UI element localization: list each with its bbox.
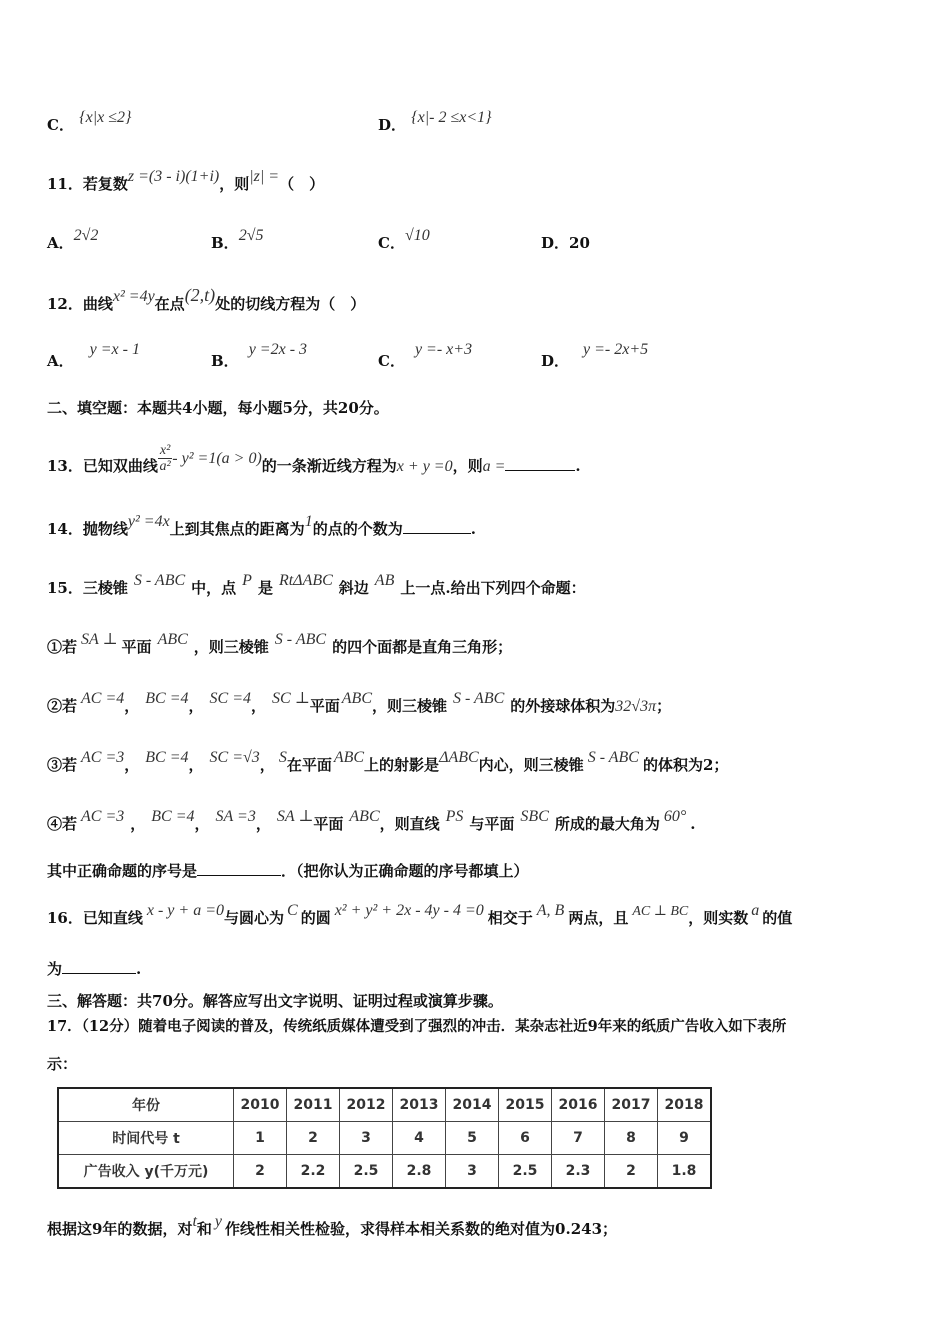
- question-text: ，则实数: [688, 909, 749, 927]
- table-cell: 8: [605, 1122, 658, 1155]
- math-expr: x² =4y: [112, 288, 155, 305]
- math-expr: x - y + a =0: [146, 902, 224, 919]
- table-cell: 2018: [658, 1088, 712, 1122]
- table-row: [58, 1155, 711, 1189]
- math-expr: SBC: [520, 808, 549, 825]
- option-label: D．20: [541, 234, 590, 252]
- question-text: 14．抛物线: [47, 520, 128, 538]
- math-expr: SA =3: [215, 808, 256, 825]
- option-label: A．: [47, 352, 74, 370]
- math-expr: x + y =0: [396, 457, 453, 475]
- question-13: [47, 443, 581, 483]
- q12-option-c: [378, 341, 473, 370]
- math-expr: S - ABC: [133, 572, 186, 589]
- question-17-line-1: 17．（12分）随着电子阅读的普及，传统纸质媒体遭受到了强烈的冲击．某杂志社近9年来的纸质广告收入如下表所: [47, 1018, 787, 1035]
- answer-blank[interactable]: [62, 972, 136, 974]
- statement-text: .: [690, 815, 696, 833]
- option-value: y =- x+3: [414, 341, 473, 358]
- option-value: √10: [404, 227, 430, 244]
- statement-text: ，: [188, 756, 204, 774]
- question-17-after-table: [47, 1213, 618, 1238]
- math-expr: y² =4x: [127, 513, 170, 530]
- table-cell: 3: [446, 1155, 499, 1189]
- q11-option-b: [211, 227, 264, 252]
- math-expr: A, B: [536, 902, 565, 919]
- section-3-heading: 三、解答题：共70分。解答应写出文字说明、证明过程或演算步骤。: [47, 992, 503, 1010]
- math-expr: (2,t): [184, 285, 216, 305]
- math-expr: BC =4: [151, 808, 195, 825]
- answer-paren: （ ）: [279, 175, 325, 193]
- statement-1: [47, 631, 513, 656]
- question-text: 11．若复数: [47, 175, 128, 193]
- statement-2: [47, 690, 672, 715]
- option-value: y =x - 1: [89, 341, 140, 358]
- question-text: 的点的个数为: [312, 520, 403, 538]
- q10-option-c: [47, 109, 132, 134]
- math-expr: ABC: [349, 808, 380, 825]
- statement-text: 平面: [313, 815, 344, 833]
- statement-text: ②若: [47, 697, 78, 715]
- table-row: [58, 1088, 711, 1122]
- math-expr: 60°: [663, 808, 687, 825]
- statement-text: 平面: [121, 638, 152, 656]
- statement-text: ，: [124, 756, 140, 774]
- option-label: C．: [47, 116, 74, 134]
- fraction-denominator: a²: [159, 459, 171, 475]
- math-expr: SA ⊥: [276, 808, 314, 825]
- row-header-revenue: 广告收入 y(千万元): [58, 1155, 234, 1189]
- math-expr: a =: [482, 457, 506, 475]
- question-text: .: [470, 520, 476, 538]
- math-expr: 1: [304, 513, 313, 530]
- table-cell: 2015: [499, 1088, 552, 1122]
- table-cell: 2017: [605, 1088, 658, 1122]
- math-expr: S - ABC: [587, 749, 639, 766]
- option-label: C．: [378, 234, 405, 252]
- math-expr: {x|x ≤2}: [79, 109, 132, 126]
- math-expr: S - ABC: [453, 690, 505, 707]
- table-cell: 1.8: [658, 1155, 712, 1189]
- question-text: 其中正确命题的序号是: [47, 862, 198, 880]
- row-header-time-code: 时间代号 t: [58, 1122, 234, 1155]
- option-value: y =- 2x+5: [583, 341, 649, 358]
- option-value: 2√2: [73, 227, 99, 244]
- option-value: y =2x - 3: [248, 341, 308, 358]
- math-expr: ABC: [333, 749, 365, 766]
- table-cell: 2: [605, 1155, 658, 1189]
- fraction-numerator: x²: [159, 443, 171, 458]
- math-expr: S - ABC: [274, 631, 327, 648]
- q15-conclusion: [47, 864, 529, 879]
- math-expr: AC ⊥ BC: [632, 904, 689, 919]
- question-text: 处的切线方程为（ ）: [215, 295, 366, 313]
- question-text: 和: [196, 1220, 212, 1238]
- answer-blank[interactable]: [197, 874, 281, 876]
- math-expr: |z| =: [249, 168, 280, 185]
- question-text: 的一条渐近线方程为: [261, 456, 397, 475]
- table-cell: 4: [393, 1122, 446, 1155]
- option-label: D．: [378, 116, 407, 134]
- table-cell: 2014: [446, 1088, 499, 1122]
- statement-text: ，则三棱锥: [193, 638, 269, 656]
- table-cell: 5: [446, 1122, 499, 1155]
- statement-3: [47, 749, 729, 774]
- math-expr: BC =4: [145, 690, 189, 707]
- statement-text: ；: [656, 697, 672, 715]
- question-17-line-2: 示：: [47, 1055, 78, 1073]
- q12-option-a: [47, 341, 140, 370]
- question-text: 在点: [154, 295, 185, 313]
- table-cell: 2012: [340, 1088, 393, 1122]
- question-text: .: [136, 960, 142, 978]
- question-15: [47, 572, 586, 597]
- table-cell: 6: [499, 1122, 552, 1155]
- question-text: 是: [257, 579, 273, 597]
- question-text: 的值: [762, 909, 793, 927]
- statement-text: ，: [124, 697, 140, 715]
- question-text: 作线性相关性检验，求得样本相关系数的绝对值为0.243；: [225, 1220, 618, 1238]
- q12-option-d: [541, 341, 649, 370]
- question-text: 为: [47, 960, 63, 978]
- table-cell: 3: [340, 1122, 393, 1155]
- statement-text: 平面: [309, 697, 340, 715]
- table-cell: 2: [234, 1155, 287, 1189]
- table-cell: 2010: [234, 1088, 287, 1122]
- math-expr: BC =4: [145, 749, 189, 766]
- table-row: [58, 1122, 711, 1155]
- q10-option-d: [378, 109, 492, 134]
- math-expr: x² + y² + 2x - 4y - 4 =0: [334, 902, 484, 919]
- statement-text: 上的射影是: [364, 756, 440, 774]
- table-cell: 1: [234, 1122, 287, 1155]
- question-text: 相交于: [487, 909, 533, 927]
- math-expr: SA ⊥: [81, 631, 118, 648]
- statement-text: 的四个面都是直角三角形；: [332, 638, 513, 656]
- math-expr: SC =4: [209, 690, 252, 707]
- math-expr: AB: [374, 572, 395, 589]
- question-text: 16．已知直线: [47, 909, 143, 927]
- option-label: B．: [211, 352, 239, 370]
- q11-option-a: [47, 227, 99, 252]
- statement-text: 的外接球体积为: [510, 697, 616, 715]
- math-expr: - y² =1(a > 0): [172, 449, 262, 467]
- statement-text: 的体积为2；: [642, 756, 729, 774]
- question-text: 上到其焦点的距离为: [169, 520, 305, 538]
- math-expr: ΔABC: [439, 749, 479, 766]
- question-text: ．（把你认为正确命题的序号都填上）: [281, 862, 529, 880]
- option-label: D．: [541, 352, 570, 370]
- statement-text: 内心，则三棱锥: [478, 756, 584, 774]
- statement-text: ，: [188, 697, 204, 715]
- math-expr: PS: [445, 808, 464, 825]
- question-16: [47, 902, 793, 927]
- statement-text: ，则三棱锥: [371, 697, 447, 715]
- statement-text: ，则直线: [379, 815, 440, 833]
- math-expr: z =(3 - i)(1+i): [127, 168, 220, 185]
- statement-text: 在平面: [286, 756, 332, 774]
- math-expr: P: [242, 572, 252, 589]
- table-cell: 2: [287, 1122, 340, 1155]
- ad-revenue-table: [57, 1087, 712, 1189]
- math-expr: ABC: [341, 690, 372, 707]
- question-text: 15．三棱锥: [47, 579, 128, 597]
- statement-text: ，: [194, 815, 210, 833]
- question-text: ，则: [219, 175, 250, 193]
- question-16-line-2: [47, 962, 141, 977]
- math-expr: t: [192, 1213, 197, 1230]
- math-expr: AC =3: [81, 808, 125, 825]
- option-value: 2√5: [238, 227, 264, 244]
- question-text: 的圆: [300, 909, 331, 927]
- table-cell: 2.3: [552, 1155, 605, 1189]
- statement-text: ①若: [47, 638, 78, 656]
- q11-option-c: [378, 227, 430, 252]
- math-expr: a: [751, 902, 760, 919]
- table-cell: 9: [658, 1122, 712, 1155]
- q11-option-d: [541, 236, 590, 251]
- math-expr: C: [287, 902, 298, 919]
- question-12: [47, 285, 366, 313]
- section-2-heading: 二、填空题：本题共4小题，每小题5分，共20分。: [47, 399, 389, 417]
- table-cell: 2.8: [393, 1155, 446, 1189]
- question-text: 两点，且: [568, 909, 629, 927]
- option-label: A．: [47, 234, 74, 252]
- statement-text: 与平面: [469, 815, 515, 833]
- statement-text: ，: [130, 815, 146, 833]
- q12-option-b: [211, 341, 308, 370]
- question-11: [47, 168, 325, 193]
- table-cell: 7: [552, 1122, 605, 1155]
- math-expr: ABC: [157, 631, 188, 648]
- table-cell: 2011: [287, 1088, 340, 1122]
- math-expr: RtΔABC: [278, 572, 333, 589]
- table-cell: 2013: [393, 1088, 446, 1122]
- table-cell: 2.2: [287, 1155, 340, 1189]
- table-cell: 2016: [552, 1088, 605, 1122]
- question-text: .: [575, 456, 581, 475]
- fraction: [158, 443, 172, 475]
- row-header-year: 年份: [58, 1088, 234, 1122]
- table-cell: 2.5: [499, 1155, 552, 1189]
- math-expr: S: [278, 749, 287, 766]
- math-expr: y: [214, 1213, 223, 1230]
- statement-text: ③若: [47, 756, 78, 774]
- question-text: ，则: [452, 456, 483, 475]
- question-text: 与圆心为: [224, 909, 285, 927]
- option-label: B．: [211, 234, 239, 252]
- answer-blank[interactable]: [505, 469, 575, 471]
- question-text: 上一点.给出下列四个命题：: [400, 579, 586, 597]
- question-text: 中，点: [191, 579, 237, 597]
- question-text: 12．曲线: [47, 295, 113, 313]
- statement-text: ，: [255, 815, 271, 833]
- statement-text: 所成的最大角为: [554, 815, 660, 833]
- option-label: C．: [378, 352, 405, 370]
- question-text: 13．已知双曲线: [47, 456, 158, 475]
- math-expr: 32√3π: [615, 698, 657, 715]
- table-cell: 2.5: [340, 1155, 393, 1189]
- question-14: [47, 513, 476, 538]
- statement-text: ，: [259, 756, 275, 774]
- question-text: 斜边: [338, 579, 369, 597]
- math-expr: SC ⊥: [272, 690, 310, 707]
- math-expr: {x|- 2 ≤x<1}: [411, 109, 492, 126]
- statement-text: ，: [251, 697, 267, 715]
- answer-blank[interactable]: [403, 532, 471, 534]
- math-expr: AC =4: [81, 690, 125, 707]
- math-expr: AC =3: [81, 749, 125, 766]
- statement-4: [47, 808, 696, 833]
- math-expr: SC =√3: [209, 749, 260, 766]
- question-text: 根据这9年的数据，对: [47, 1220, 193, 1238]
- statement-text: ④若: [47, 815, 78, 833]
